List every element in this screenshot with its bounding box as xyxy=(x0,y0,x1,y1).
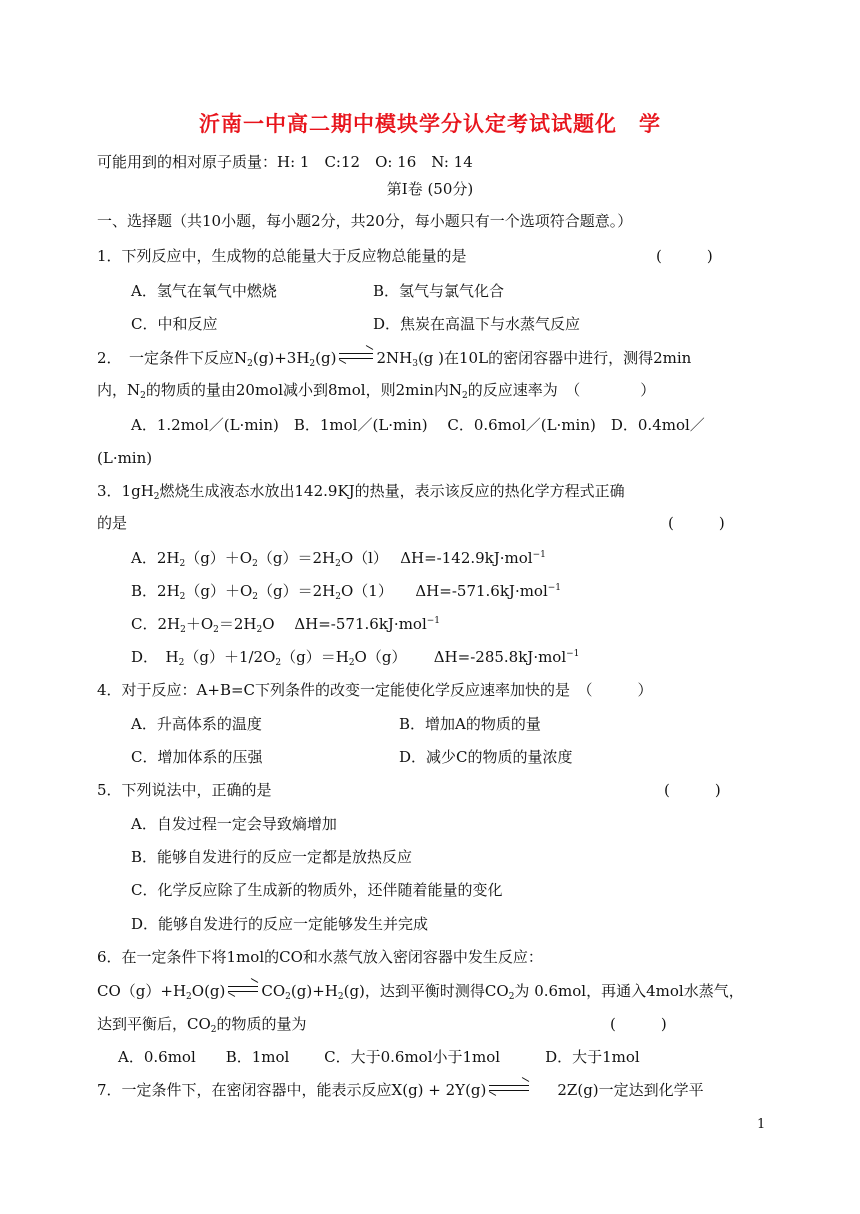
q3-answer-paren: ( ) xyxy=(668,514,725,532)
q2-stem-pre: 2． 一定条件下反应 xyxy=(97,349,235,367)
q3-prefix: 3．1gH xyxy=(97,482,154,500)
q4-option-c: C．增加体系的压强 xyxy=(131,748,263,766)
q7-stem-a: 7．一定条件下，在密闭容器中，能表示反应X(g) + 2Y(g) xyxy=(97,1081,487,1099)
q4-option-d: D．减少C的物质的量浓度 xyxy=(399,748,573,766)
q3-option-c: C．$2H_2+O_2=2H_2O$ ΔH=-571.6kJ·mol$^{-1}$ xyxy=(131,615,441,635)
q3-c-dh: ΔH=-571.6kJ·mol xyxy=(294,615,427,633)
q6-answer-paren: ( ) xyxy=(610,1015,667,1033)
q1-option-b: B．氢气与氯气化合 xyxy=(373,282,505,300)
q2-text-c: 的反应速率为 （ ） xyxy=(467,381,656,399)
q7-stem xyxy=(97,1081,704,1099)
q5-stem: 5．下列说法中，正确的是 xyxy=(97,781,272,799)
q6-stem: 6．在一定条件下将1mol的CO和水蒸气放入密闭容器中发生反应： xyxy=(97,948,543,966)
q1-option-d: D．焦炭在高温下与水蒸气反应 xyxy=(373,315,581,333)
q7-stem-b: 2Z(g)一定达到化学平 xyxy=(557,1081,704,1099)
q6-options: A．0.6mol B．1mol C．大于0.6mol小于1mol D．大于1mol xyxy=(118,1048,640,1066)
atomic-mass-line: 可能用到的相对原子质量：H: 1 C:12 O: 16 N: 14 xyxy=(97,153,473,171)
q4-stem: 4．对于反应：A+B=C下列条件的改变一定能使化学反应速率加快的是 （ ） xyxy=(97,681,653,699)
q5-answer-paren: ( ) xyxy=(664,781,721,799)
q6-equation-line: $CO(g)+H_2O(g)$ $CO_2(g)+H_2(g)$，达到平衡时测得$CO_2$为 0.6mol，再通入4mol水蒸气， xyxy=(97,982,744,1000)
q1-option-a: A．氢气在氧气中燃烧 xyxy=(131,282,277,300)
q5-option-d: D．能够自发进行的反应一定能够发生并完成 xyxy=(131,915,429,933)
q3-stem-line2: 的是 xyxy=(97,514,128,532)
q3-option-b: B．$2H_2(g)+O_2(g)=2H_2O(1)$ ΔH=-571.6kJ·mol$^{-1}$ xyxy=(131,582,562,602)
exam-title: 沂南一中高二期中模块学分认定考试试题化 学 xyxy=(199,111,661,136)
part-heading: 第Ⅰ卷 (50分) xyxy=(386,180,474,198)
equilibrium-arrow-icon xyxy=(228,983,258,995)
q1-answer-paren: ( ) xyxy=(656,247,713,265)
q5-option-c: C．化学反应除了生成新的物质外，还伴随着能量的变化 xyxy=(131,881,503,899)
q5-option-a: A．自发过程一定会导致熵增加 xyxy=(131,815,337,833)
page-number: 1 xyxy=(757,1117,766,1132)
q3-a-dh: ΔH=-142.9kJ·mol xyxy=(400,549,533,567)
q3-b-dh: ΔH=-571.6kJ·mol xyxy=(415,582,548,600)
q2-text-b: 的物质的量由20mol减小到8mol，则2min内N xyxy=(145,381,462,399)
equilibrium-arrow-icon xyxy=(339,350,373,362)
q4-option-b: B．增加A的物质的量 xyxy=(399,715,541,733)
q6-line3-a: 达到平衡后，CO xyxy=(97,1015,211,1033)
q3-d-dh: ΔH=-285.8kJ·mol xyxy=(433,648,567,666)
q3-option-d: D． $H_2(g)+1/2O_2(g)=H_2O(g)$ ΔH=-285.8kJ·mol$^{-1}$ xyxy=(131,648,580,668)
q2-stem-line2: 内，$N_2$的物质的量由20mol减小到8mol，则2min内$N_2$的反应速率为 （ ） xyxy=(97,381,656,401)
equilibrium-arrow-icon xyxy=(489,1082,529,1094)
q2-options: A．1.2mol／(L·min) B．1mol／(L·min) C．0.6mol／(L·min) D．0.4mol／ xyxy=(131,416,705,434)
q2-options-tail: (L·min) xyxy=(97,449,153,467)
q6-stem-line3: 达到平衡后，$CO_2$的物质的量为 xyxy=(97,1015,307,1035)
q5-option-b: B．能够自发进行的反应一定都是放热反应 xyxy=(131,848,413,866)
section-heading: 一、选择题（共10小题，每小题2分，共20分，每小题只有一个选项符合题意。） xyxy=(97,212,633,230)
q4-option-a: A．升高体系的温度 xyxy=(131,715,262,733)
q3-stem-line1: 3．$1gH_2$燃烧生成液态水放出142.9KJ的热量，表示该反应的热化学方程式正确 xyxy=(97,482,625,502)
q1-option-c: C．中和反应 xyxy=(131,315,218,333)
q3-option-a: A．$2H_2(g)+O_2(g)=2H_2O(l)$ ΔH=-142.9kJ·mol$^{-1}$ xyxy=(131,549,546,569)
q3-stem-text: 燃烧生成液态水放出142.9KJ的热量，表示该反应的热化学方程式正确 xyxy=(159,482,625,500)
q1-stem: 1．下列反应中，生成物的总能量大于反应物总能量的是 xyxy=(97,247,467,265)
q6-line3-b: 的物质的量为 xyxy=(216,1015,307,1033)
q2-stem-line1: 2． 一定条件下反应$N_2(g)+3H_2(g)$ $2NH_3(g$ )在10L的密闭容器中进行，测得2min xyxy=(97,349,691,367)
q2-text-a: 内，N xyxy=(97,381,141,399)
q2-stem-mid: 在10L的密闭容器中进行，测得2min xyxy=(444,349,692,367)
